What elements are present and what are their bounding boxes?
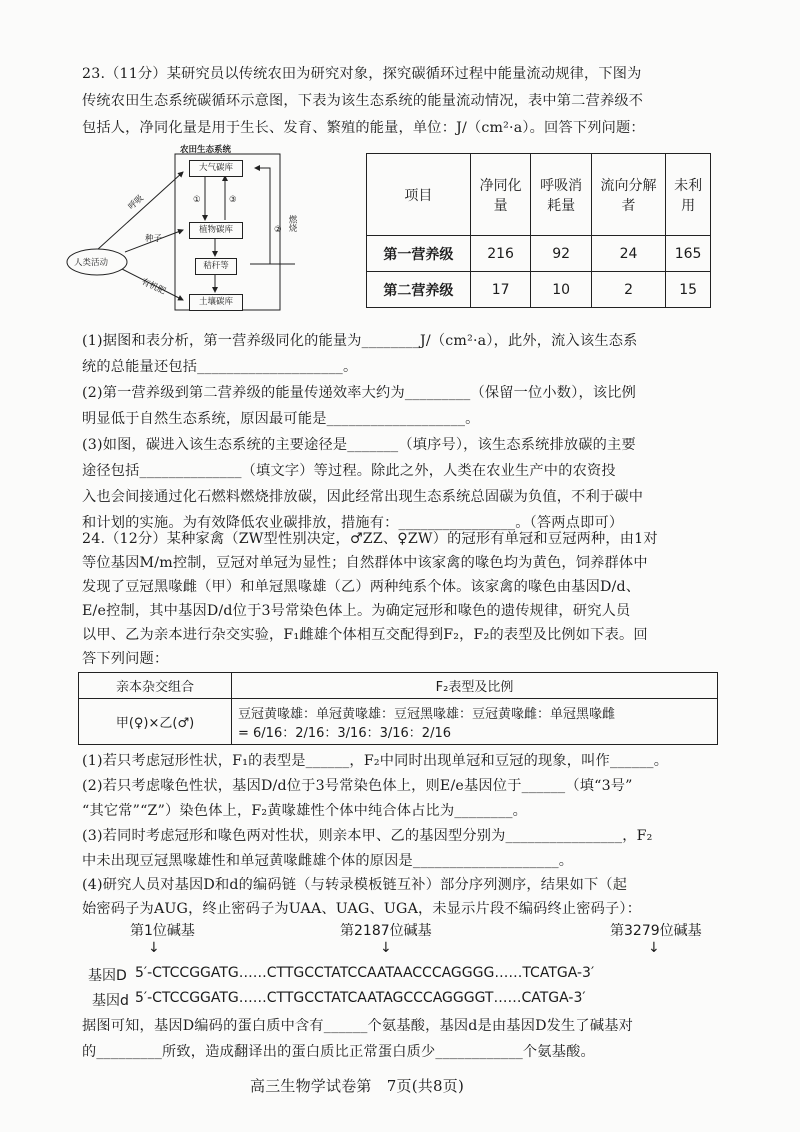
q24-line-3: 发现了豆冠黑喙雌（甲）和单冠黑喙雄（乙）两种纯系个体。该家禽的喙色由基因D/d、 [82, 579, 641, 595]
q23-question-line: 统的总能量还包括____________________。 [82, 359, 358, 375]
q23-question-line: (1)据图和表分析，第一营养级同化的能量为________J/（cm²·a），此外，流入该生态系 [82, 333, 638, 349]
header-to-decomposer: 流向分解者 [591, 154, 665, 236]
q24-line-2: 等位基因M/m控制，豆冠对单冠为显性；自然群体中该家禽的喙色均为黄色，饲养群体中 [82, 555, 648, 571]
f2-ratio-line-1: 豆冠黄喙雄：单冠黄喙雄：豆冠黑喙雄：豆冠黄喙雌：单冠黑喙雌 [238, 706, 616, 722]
q23-question-line: 和计划的实施。为有效降低农业碳排放，措施有：________________。（答两点即可） [82, 515, 624, 531]
table-row [367, 236, 711, 272]
gene-d-label: 基因d [92, 993, 129, 1009]
breath-label: 呼吸 [126, 193, 146, 213]
q23-line-2: 传统农田生态系统碳循环示意图，下表为该生态系统的能量流动情况，表中第二营养级不 [82, 93, 644, 109]
q23-question-line: (2)第一营养级到第二营养级的能量传递效率大约为_________（保留一位小数），该比例 [82, 385, 637, 401]
q24-question-line: (2)若只考虑喙色性状，基因D/d位于3号常染色体上，则E/e基因位于______（填“3号” [82, 778, 633, 794]
table-cell: 24 [591, 236, 665, 272]
table-row [367, 272, 711, 308]
cross-table-header [79, 673, 718, 699]
q24-question-line: 始密码子为AUG，终止密码子为UAA、UAG、UGA，未显示片段不编码终止密码子）： [82, 901, 642, 917]
q24-tail-line: 的_________所致，造成翻译出的蛋白质比正常蛋白质少____________个氨基酸。 [82, 1044, 595, 1060]
path-2-label: ② [274, 225, 282, 235]
header-item: 项目 [367, 154, 471, 236]
f2-cell [232, 699, 718, 745]
q24-question-line: (1)若只考虑冠形性状，F₁的表型是______，F₂中同时出现单冠和豆冠的现象，叫作______。 [82, 753, 669, 769]
path-1-label: ① [193, 195, 201, 205]
gene-D-label: 基因D [88, 968, 127, 984]
header-unused: 未利用 [666, 154, 711, 236]
row-label: 第一营养级 [367, 236, 471, 272]
table-cell: 15 [666, 272, 711, 308]
q24-tail-line: 据图可知，基因D编码的蛋白质中含有______个氨基酸，基因d是由基因D发生了碱基对 [82, 1018, 633, 1034]
seed-label: 种子 [145, 234, 163, 244]
cross-table-row [79, 699, 718, 745]
header-f2: F₂表型及比例 [232, 673, 718, 699]
f2-ratio-line-2: = 6/16：2/16：3/16：3/16：2/16 [238, 725, 451, 741]
gene-D-sequence: 5′-CTCCGGATG……CTTGCCTATCCAATAACCCAGGGG……TCATGA-3′ [135, 965, 595, 981]
q24-line-5: 以甲、乙为亲本进行杂交实验，F₁雌雄个体相互交配得到F₂，F₂的表型及比例如下表。回 [82, 627, 648, 643]
burn-label: 燃烧 [287, 215, 297, 232]
q23-question-line: 入也会间接通过化石燃料燃烧排放碳，因此经常出现生态系统总固碳为负值，不利于碳中 [82, 489, 644, 505]
q23-line-1: 23.（11分）某研究员以传统农田为研究对象，探究碳循环过程中能量流动规律，下图为 [82, 66, 642, 82]
table-cell: 2 [591, 272, 665, 308]
human-activity-node: 人类活动 [74, 258, 109, 268]
energy-flow-table [366, 153, 711, 308]
page-footer: 高三生物学试卷第 7页(共8页) [250, 1077, 464, 1095]
diagram-system-label: 农田生态系统 [180, 145, 232, 155]
q24-line-6: 答下列问题： [82, 651, 169, 667]
arrow-down-icon: ↓ [148, 940, 160, 956]
position-2187-label: 第2187位碱基 [340, 923, 432, 939]
q23-question-line: (3)如图，碳进入该生态系统的主要途径是_______（填序号），该生态系统排放碳的主要 [82, 437, 636, 453]
q24-line-1: 24.（12分）某种家禽（ZW型性别决定，♂ZZ、♀ZW）的冠形有单冠和豆冠两种，由1对 [82, 531, 658, 547]
header-net-assimilation: 净同化量 [470, 154, 531, 236]
table-cell: 92 [531, 236, 592, 272]
q24-question-line: (3)若同时考虑冠形和喙色两对性状，则亲本甲、乙的基因型分别为________________，F₂ [82, 828, 653, 844]
position-1-label: 第1位碱基 [130, 923, 195, 939]
header-cross: 亲本杂交组合 [79, 673, 232, 699]
table-cell: 10 [531, 272, 592, 308]
carbon-cycle-diagram [65, 140, 310, 315]
soil-carbon-box: 土壤碳库 [189, 294, 243, 311]
gene-d-sequence: 5′-CTCCGGATG……CTTGCCTATCAATAGCCCAGGGGT……CATGA-3′ [135, 990, 586, 1006]
q23-line-3: 包括人，净同化量是用于生长、发育、繁殖的能量，单位：J/（cm²·a）。回答下列问题： [82, 120, 645, 136]
atmosphere-carbon-box: 大气碳库 [189, 160, 243, 177]
cross-cell: 甲(♀)×乙(♂) [79, 699, 232, 745]
straw-box: 秸秆等 [195, 258, 237, 275]
q24-question-line: (4)研究人员对基因D和d的编码链（与转录模板链互补）部分序列测序，结果如下（起 [82, 877, 628, 893]
path-3-label: ③ [229, 195, 237, 205]
table-header-row [367, 154, 711, 236]
q24-question-line: 中未出现豆冠黑喙雄性和单冠黄喙雌雄个体的原因是____________________。 [82, 853, 574, 869]
position-3279-label: 第3279位碱基 [610, 923, 702, 939]
q24-line-4: E/e控制，其中基因D/d位于3号常染色体上。为确定冠形和喙色的遗传规律，研究人员 [82, 603, 631, 619]
row-label: 第二营养级 [367, 272, 471, 308]
arrow-down-icon: ↓ [380, 940, 392, 956]
plant-carbon-box: 植物碳库 [189, 222, 243, 239]
arrow-down-icon: ↓ [648, 940, 660, 956]
table-cell: 165 [666, 236, 711, 272]
header-respiration: 呼吸消耗量 [531, 154, 592, 236]
q23-question-line: 途径包括______________（填文字）等过程。除此之外，人类在农业生产中的农资投 [82, 463, 616, 479]
cross-result-table [78, 672, 718, 745]
q24-question-line: “其它常”“Z”）染色体上，F₂黄喙雄性个体中纯合体占比为________。 [82, 803, 528, 819]
q23-question-line: 明显低于自然生态系统，原因最可能是___________________。 [82, 411, 480, 427]
table-cell: 216 [470, 236, 531, 272]
fertilizer-label: 有机肥 [139, 276, 168, 297]
table-cell: 17 [470, 272, 531, 308]
